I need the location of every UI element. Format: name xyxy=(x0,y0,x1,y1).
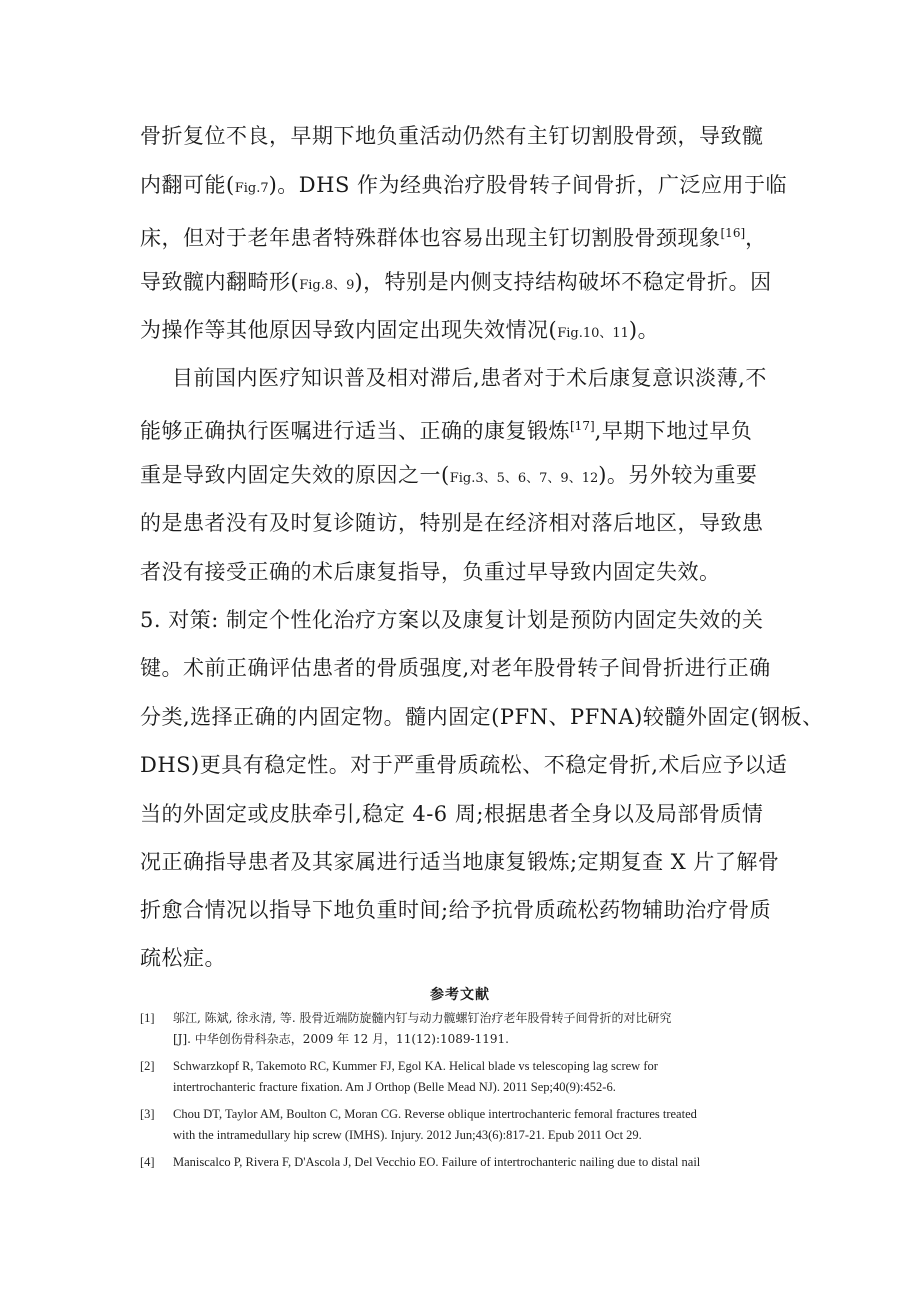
s5-line-3-text: 分类,选择正确的内固定物。髓内固定(PFN、PFNA)较髓外固定(钢板、 xyxy=(140,705,824,729)
p1-line-1-text: 骨折复位不良，早期下地负重活动仍然有主钉切割股骨颈，导致髋 xyxy=(140,124,764,148)
s5-line-8 xyxy=(140,944,226,972)
p1-line-3-text-a: 床，但对于老年患者特殊群体也容易出现主钉切割股骨颈现象 xyxy=(140,226,721,250)
p1-line-4-text-a: 导致髋内翻畸形( xyxy=(140,270,300,294)
s5-line-7-text: 折愈合情况以指导下地负重时间;给予抗骨质疏松药物辅助治疗骨质 xyxy=(140,898,772,922)
p2-line-2-text-b: ,早期下地过早负 xyxy=(594,419,753,443)
reference-item-1 xyxy=(140,1008,840,1050)
p1-line-4 xyxy=(140,268,772,300)
p1-line-5-text-a: 为操作等其他原因导致内固定出现失效情况( xyxy=(140,318,558,342)
s5-line-4-text: DHS)更具有稳定性。对于严重骨质疏松、不稳定骨折,术后应予以适 xyxy=(140,753,788,777)
figure-reference: Fig.10、11 xyxy=(557,326,629,341)
p2-line-3 xyxy=(140,461,757,493)
citation-superscript: [17] xyxy=(570,419,595,433)
p1-line-4-text-b: )，特别是内侧支持结构破坏不稳定骨折。因 xyxy=(354,270,772,294)
p1-line-3-text-b: ， xyxy=(745,226,767,250)
reference-item-3 xyxy=(140,1104,840,1146)
p2-line-1 xyxy=(172,364,767,392)
reference-number: [3] xyxy=(140,1107,155,1121)
reference-number: [4] xyxy=(140,1155,155,1169)
reference-number: [1] xyxy=(140,1011,155,1025)
p2-line-5 xyxy=(140,558,721,586)
reference-number: [2] xyxy=(140,1059,155,1073)
p2-line-4-text: 的是患者没有及时复诊随访，特别是在经济相对落后地区，导致患 xyxy=(140,511,764,535)
s5-line-7 xyxy=(140,896,771,924)
p2-line-5-text: 者没有接受正确的术后康复指导，负重过早导致内固定失效。 xyxy=(140,560,721,584)
reference-text-line-2: intertrochanteric fracture fixation. Am J Orthop (Belle Mead NJ). 2011 Sep;40(9):452-6. xyxy=(173,1080,616,1094)
reference-text-line-2: [J]. 中华创伤骨科杂志，2009 年 12 月，11(12):1089-1191. xyxy=(173,1032,509,1046)
p2-line-3-text-b: )。另外较为重要 xyxy=(598,463,758,487)
p1-line-5 xyxy=(140,316,659,348)
p1-line-5-text-b: )。 xyxy=(628,318,660,342)
figure-reference: Fig.8、9 xyxy=(299,278,355,293)
s5-line-1 xyxy=(140,606,763,634)
s5-line-2 xyxy=(140,654,771,682)
reference-text-line-1: 邬江, 陈斌, 徐永清, 等. 股骨近端防旋髓内钉与动力髋螺钉治疗老年股骨转子间骨折的对比研究 xyxy=(173,1011,672,1025)
s5-line-1-text: 5. 对策: 制定个性化治疗方案以及康复计划是预防内固定失效的关 xyxy=(140,608,764,632)
s5-line-3 xyxy=(140,703,824,731)
s5-line-8-text: 疏松症。 xyxy=(140,946,226,970)
s5-line-5 xyxy=(140,800,763,828)
references-title: 参考文献 xyxy=(430,987,490,1003)
reference-text-line-2: with the intramedullary hip screw (IMHS). Injury. 2012 Jun;43(6):817-21. Epub 2011 Oct 29. xyxy=(173,1128,642,1142)
citation-superscript: [16] xyxy=(720,226,746,240)
figure-reference: Fig.3、5、6、7、9、12 xyxy=(449,471,599,486)
reference-text-line-1: Chou DT, Taylor AM, Boulton C, Moran CG. Reverse oblique intertrochanteric femoral fractures treated xyxy=(173,1107,697,1121)
p2-line-2-text-a: 能够正确执行医嘱进行适当、正确的康复锻炼 xyxy=(140,419,570,443)
p1-line-2-text-a: 内翻可能( xyxy=(140,173,235,197)
p1-line-2-text-b: )。DHS 作为经典治疗股骨转子间骨折，广泛应用于临 xyxy=(268,173,788,197)
s5-line-5-text: 当的外固定或皮肤牵引,稳定 4-6 周;根据患者全身以及局部骨质情 xyxy=(140,802,764,826)
p2-line-2 xyxy=(140,412,752,445)
reference-text-line-1: Maniscalco P, Rivera F, D'Ascola J, Del Vecchio EO. Failure of intertrochanteric nailing due to distal nail xyxy=(173,1155,701,1169)
s5-line-6-text: 况正确指导患者及其家属进行适当地康复锻炼;定期复查 X 片了解骨 xyxy=(140,850,780,874)
reference-text-line-1: Schwarzkopf R, Takemoto RC, Kummer FJ, Egol KA. Helical blade vs telescoping lag screw for xyxy=(173,1059,658,1073)
p1-line-3 xyxy=(140,219,767,252)
s5-line-6 xyxy=(140,848,779,876)
p2-line-3-text-a: 重是导致内固定失效的原因之一( xyxy=(140,463,450,487)
p2-line-1-text: 目前国内医疗知识普及相对滞后,患者对于术后康复意识淡薄,不 xyxy=(172,366,767,390)
p1-line-2 xyxy=(140,171,787,203)
p1-line-1 xyxy=(140,122,764,150)
reference-item-4 xyxy=(140,1152,840,1174)
s5-line-2-text: 键。术前正确评估患者的骨质强度,对老年股骨转子间骨折进行正确 xyxy=(140,656,771,680)
reference-item-2 xyxy=(140,1056,840,1098)
s5-line-4 xyxy=(140,751,787,779)
figure-reference: Fig.7 xyxy=(234,181,269,196)
p2-line-4 xyxy=(140,509,764,537)
